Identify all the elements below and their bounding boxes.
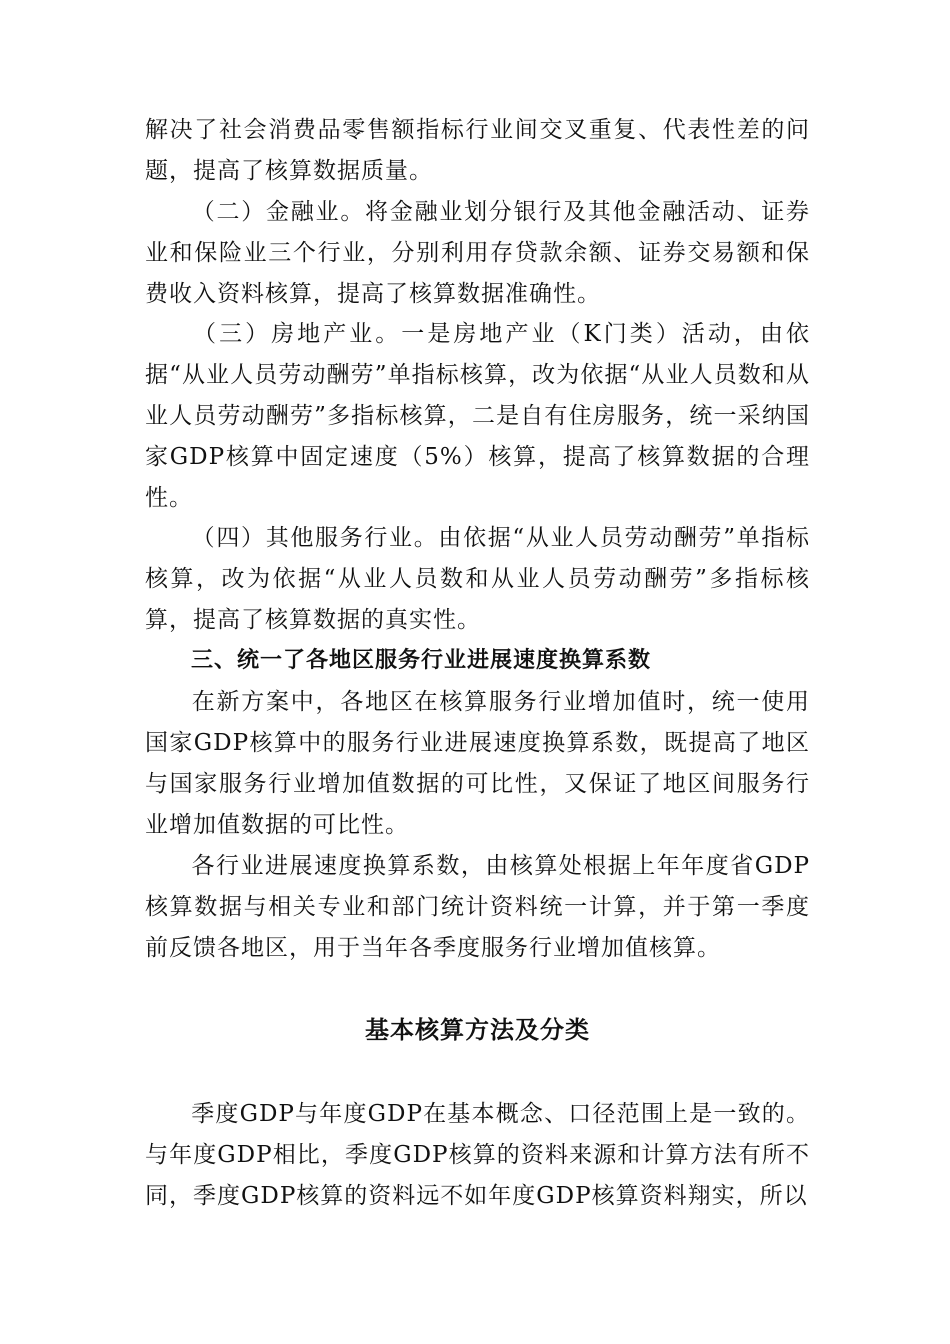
paragraph-real-estate <box>145 314 810 519</box>
paragraph-finance <box>145 192 810 315</box>
paragraph-coefficient-calculation <box>145 846 810 969</box>
paragraph-new-scheme <box>145 682 810 846</box>
paragraph-other-services <box>145 518 810 641</box>
section-heading-conversion-coefficient: 三、统一了各地区服务行业进展速度换算系数 <box>191 648 652 673</box>
paragraph-text: 季度GDP与年度GDP在基本概念、口径范围上是一致的。与年度GDP相比，季度GDP核算的资料来源和计算方法有所不同，季度GDP核算的资料远不如年度GDP核算资料翔实，所以 <box>145 1101 810 1209</box>
paragraph-quarterly-gdp <box>145 1094 810 1217</box>
paragraph-text: 解决了社会消费品零售额指标行业间交叉重复、代表性差的问题，提高了核算数据质量。 <box>145 117 810 184</box>
paragraph-text: （二）金融业。将金融业划分银行及其他金融活动、证券业和保险业三个行业，分别利用存贷款余额、证券交易额和保费收入资料核算，提高了核算数据准确性。 <box>145 199 810 307</box>
paragraph-text: （三）房地产业。一是房地产业（K门类）活动，由依据“从业人员劳动酬劳”单指标核算，改为依据“从业人员数和从业人员劳动酬劳”多指标核算，二是自有住房服务，统一采纳国家GDP核算中固定速度（5%）核算，提高了核算数据的合理性。 <box>145 321 810 511</box>
paragraph-retail-sales-conclusion <box>145 110 810 192</box>
section-title-basic-methods: 基本核算方法及分类 <box>365 1016 590 1044</box>
paragraph-text: 在新方案中，各地区在核算服务行业增加值时，统一使用国家GDP核算中的服务行业进展速度换算系数，既提高了地区与国家服务行业增加值数据的可比性，又保证了地区间服务行业增加值数据的可比性。 <box>145 689 810 838</box>
paragraph-text: （四）其他服务行业。由依据“从业人员劳动酬劳”单指标核算，改为依据“从业人员数和从业人员劳动酬劳”多指标核算，提高了核算数据的真实性。 <box>145 525 810 633</box>
paragraph-text: 各行业进展速度换算系数，由核算处根据上年年度省GDP核算数据与相关专业和部门统计资料统一计算，并于第一季度前反馈各地区，用于当年各季度服务行业增加值核算。 <box>145 853 810 961</box>
